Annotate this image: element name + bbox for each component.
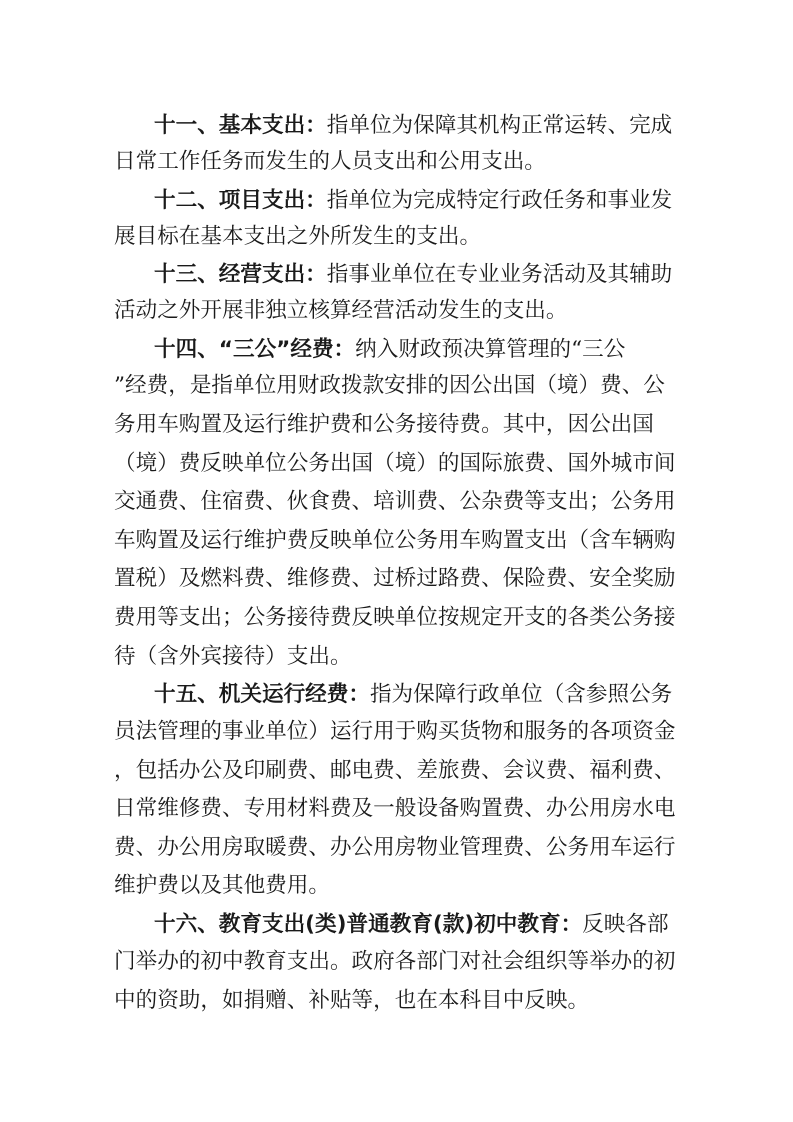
paragraph-line (154, 113, 672, 139)
paragraph-line (114, 412, 654, 438)
paragraph-line (154, 912, 669, 938)
paragraph-line (154, 262, 672, 288)
paragraph-text: （境）费反映单位公务出国（境）的国际旅费、国外城市间 (114, 451, 676, 476)
paragraph-line (154, 188, 672, 214)
paragraph-text: 纳入财政预决算管理的“三公 (355, 337, 626, 362)
section-heading: 十四、“三公”经费： (154, 337, 356, 362)
paragraph-text: 务用车购置及运行维护费和公务接待费。其中，因公出国 (114, 412, 654, 437)
paragraph-line (114, 644, 352, 670)
paragraph-text: 门举办的初中教育支出。政府各部门对社会组织等举办的初 (114, 949, 676, 974)
paragraph-text: 日常工作任务而发生的人员支出和公用支出。 (114, 149, 546, 174)
paragraph-text: 展目标在基本支出之外所发生的支出。 (114, 224, 482, 249)
paragraph-text: 待（含外宾接待）支出。 (114, 644, 352, 669)
paragraph-line (114, 835, 675, 861)
paragraph-line (114, 758, 675, 784)
paragraph-text: 员法管理的事业单位）运行用于购买货物和服务的各项资金 (114, 719, 676, 744)
paragraph-text: 指事业单位在专业业务活动及其辅助 (326, 262, 673, 287)
paragraph-line (114, 373, 665, 399)
paragraph-text: 置税）及燃料费、维修费、过桥过路费、保险费、安全奖励 (114, 566, 676, 591)
paragraph-text: ”经费，是指单位用财政拨款安排的因公出国（境）费、公 (114, 373, 665, 398)
paragraph-text: 指单位为完成特定行政任务和事业发 (326, 188, 673, 213)
paragraph-line (114, 566, 675, 592)
paragraph-line (114, 719, 675, 745)
paragraph-line (114, 451, 675, 477)
paragraph-text: 中的资助，如捐赠、补贴等，也在本科目中反映。 (114, 988, 590, 1013)
paragraph-text: 车购置及运行维护费反映单位公务用车购置支出（含车辆购 (114, 528, 676, 553)
paragraph-line (114, 949, 675, 975)
paragraph-text: 指为保障行政单位（含参照公务 (369, 682, 673, 707)
section-heading: 十一、基本支出： (154, 113, 327, 138)
section-heading: 十三、经营支出： (154, 262, 327, 287)
section-heading: 十二、项目支出： (154, 188, 327, 213)
paragraph-line (114, 224, 481, 250)
paragraph-text: 日常维修费、专用材料费及一般设备购置费、办公用房水电 (114, 796, 676, 821)
paragraph-text: 反映各部 (582, 912, 669, 937)
paragraph-line (114, 796, 675, 822)
paragraph-text: 活动之外开展非独立核算经营活动发生的支出。 (114, 298, 568, 323)
paragraph-line (114, 489, 675, 515)
paragraph-text: 维护费以及其他费用。 (114, 873, 330, 898)
paragraph-line (114, 873, 330, 899)
paragraph-line (114, 605, 675, 631)
paragraph-line (114, 988, 589, 1014)
paragraph-text: 费用等支出；公务接待费反映单位按规定开支的各类公务接 (114, 605, 676, 630)
paragraph-line (154, 337, 625, 363)
paragraph-text: 交通费、住宿费、伙食费、培训费、公杂费等支出；公务用 (114, 489, 676, 514)
paragraph-line (114, 149, 546, 175)
section-heading: 十六、教育支出(类)普通教育(款)初中教育： (154, 912, 583, 937)
paragraph-text: 指单位为保障其机构正常运转、完成 (326, 113, 673, 138)
paragraph-line (114, 528, 675, 554)
paragraph-text: 费、办公用房取暖费、办公用房物业管理费、公务用车运行 (114, 835, 676, 860)
paragraph-text: ，包括办公及印刷费、邮电费、差旅费、会议费、福利费、 (114, 758, 676, 783)
paragraph-line (154, 682, 672, 708)
section-heading: 十五、机关运行经费： (154, 682, 370, 707)
paragraph-line (114, 298, 567, 324)
